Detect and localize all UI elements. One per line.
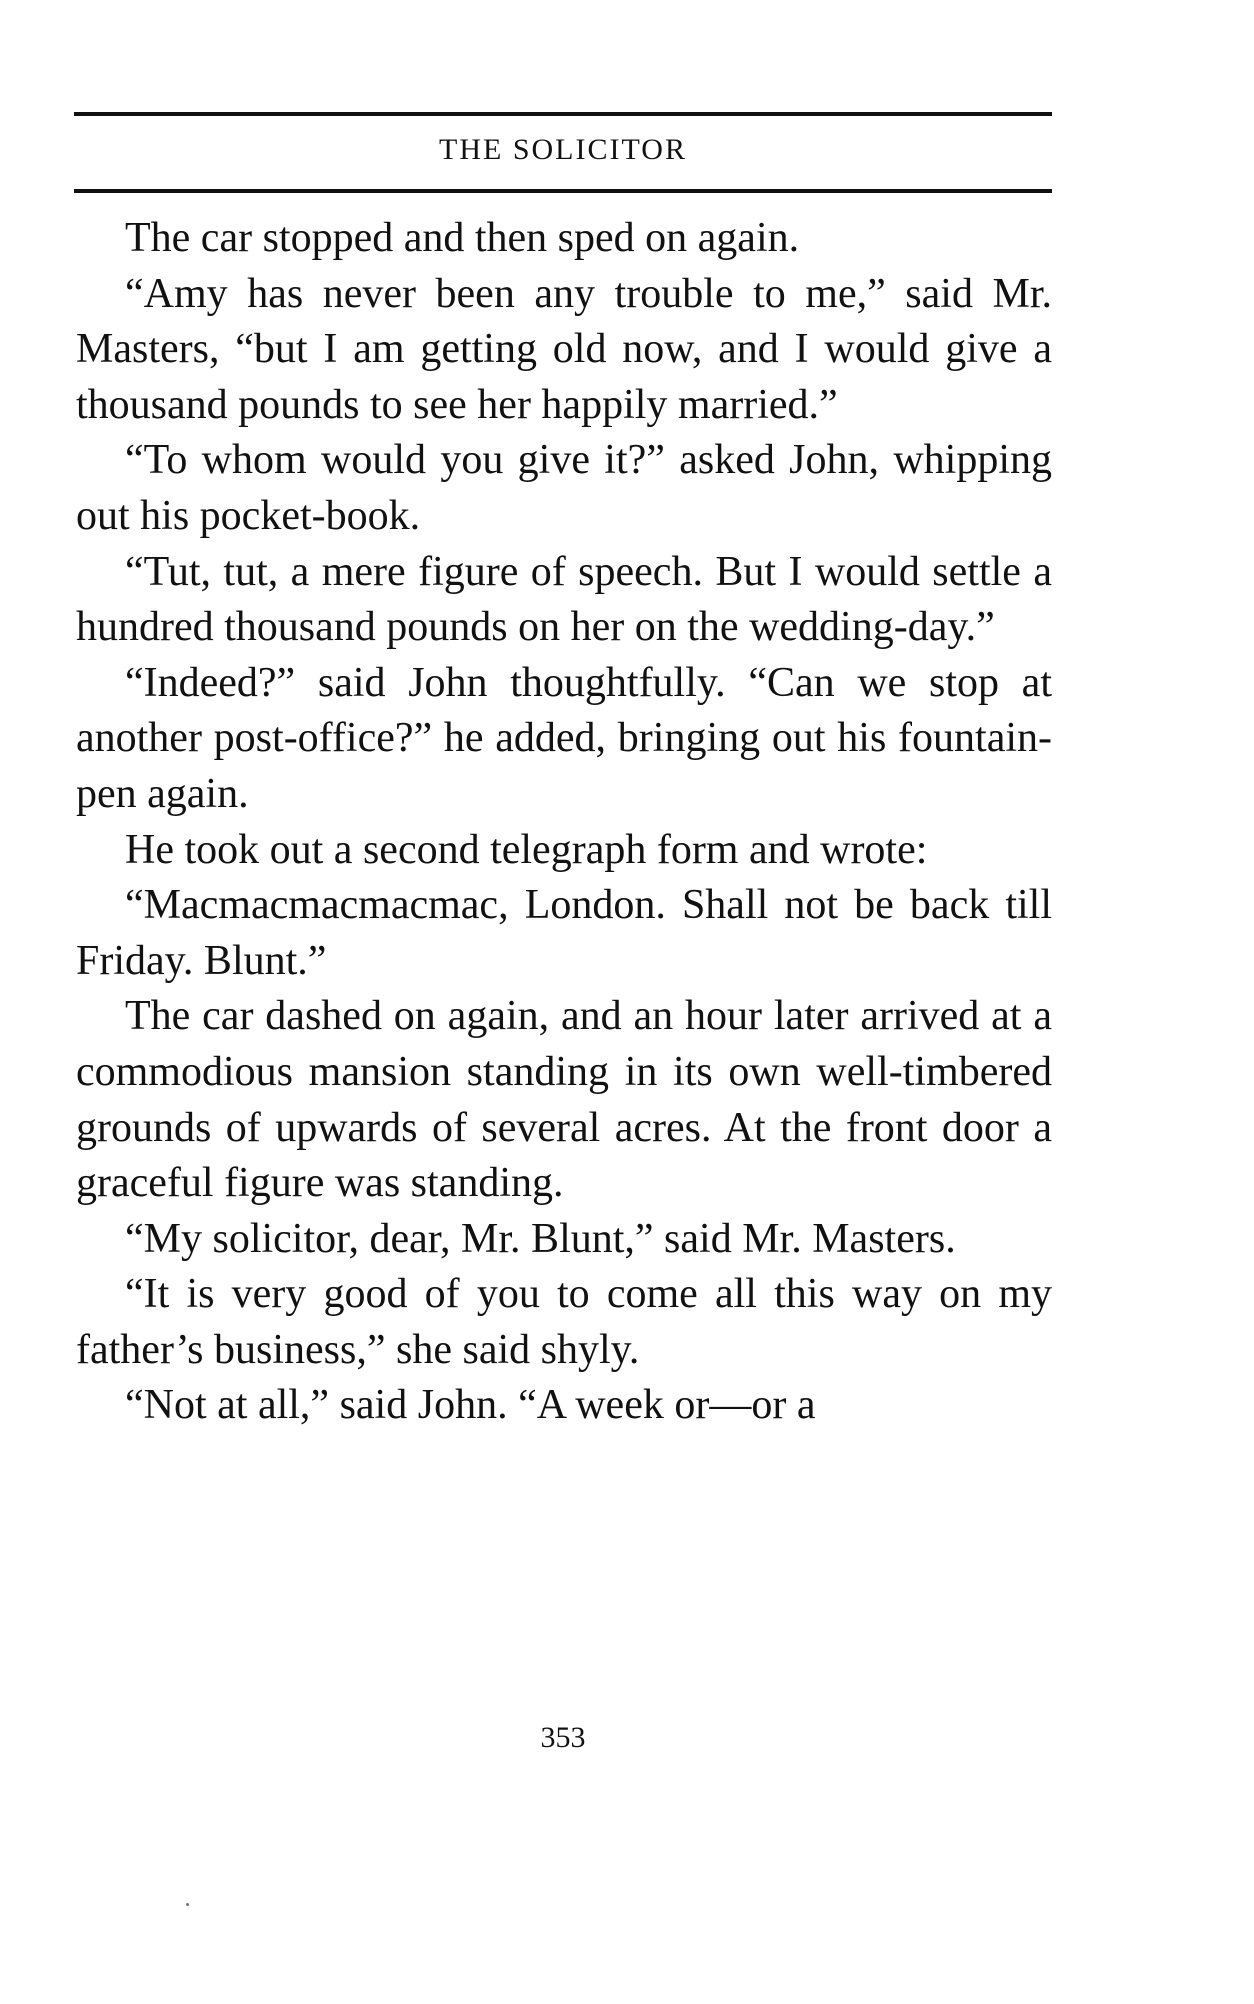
paragraph: “Not at all,” said John. “A week or—or a [125, 1382, 816, 1429]
header-rule-top [74, 112, 1052, 116]
running-head: THE SOLICITOR [439, 133, 687, 166]
paragraph: “Tut, tut, a mere figure of speech. But I would settle a hundred thousand pounds on her on the wedding-day.” [76, 548, 1052, 651]
body-text [76, 211, 1052, 1434]
paragraph: “Amy has never been any trouble to me,” said Mr. Masters, “but I am getting old now, and I would give a thousand pounds to see her happily married.” [76, 270, 1052, 428]
paragraph: “My solicitor, dear, Mr. Blunt,” said Mr. Masters. [125, 1215, 956, 1262]
paragraph: “To whom would you give it?” asked John, whipping out his pocket-book. [76, 437, 1052, 539]
paper-speck [186, 1903, 189, 1906]
paragraph: The car dashed on again, and an hour later arrived at a commodious mansion standing in its own well-timbered grounds of upwards of several acres. At the front door a graceful figure was standing. [76, 993, 1052, 1207]
paragraph: “Macmacmacmacmac, London. Shall not be back till Friday. Blunt.” [76, 882, 1052, 984]
page-number: 353 [540, 1721, 586, 1754]
paragraph: He took out a second telegraph form and wrote: [125, 826, 928, 873]
paragraph: “It is very good of you to come all this way on my father’s business,” she said shyly. [76, 1271, 1052, 1373]
paragraph: “Indeed?” said John thoughtfully. “Can we stop at another post-office?” he added, bringing out his fountain-pen again. [76, 659, 1052, 817]
header-rule-bottom [74, 189, 1052, 193]
paragraph: The car stopped and then sped on again. [125, 215, 800, 261]
